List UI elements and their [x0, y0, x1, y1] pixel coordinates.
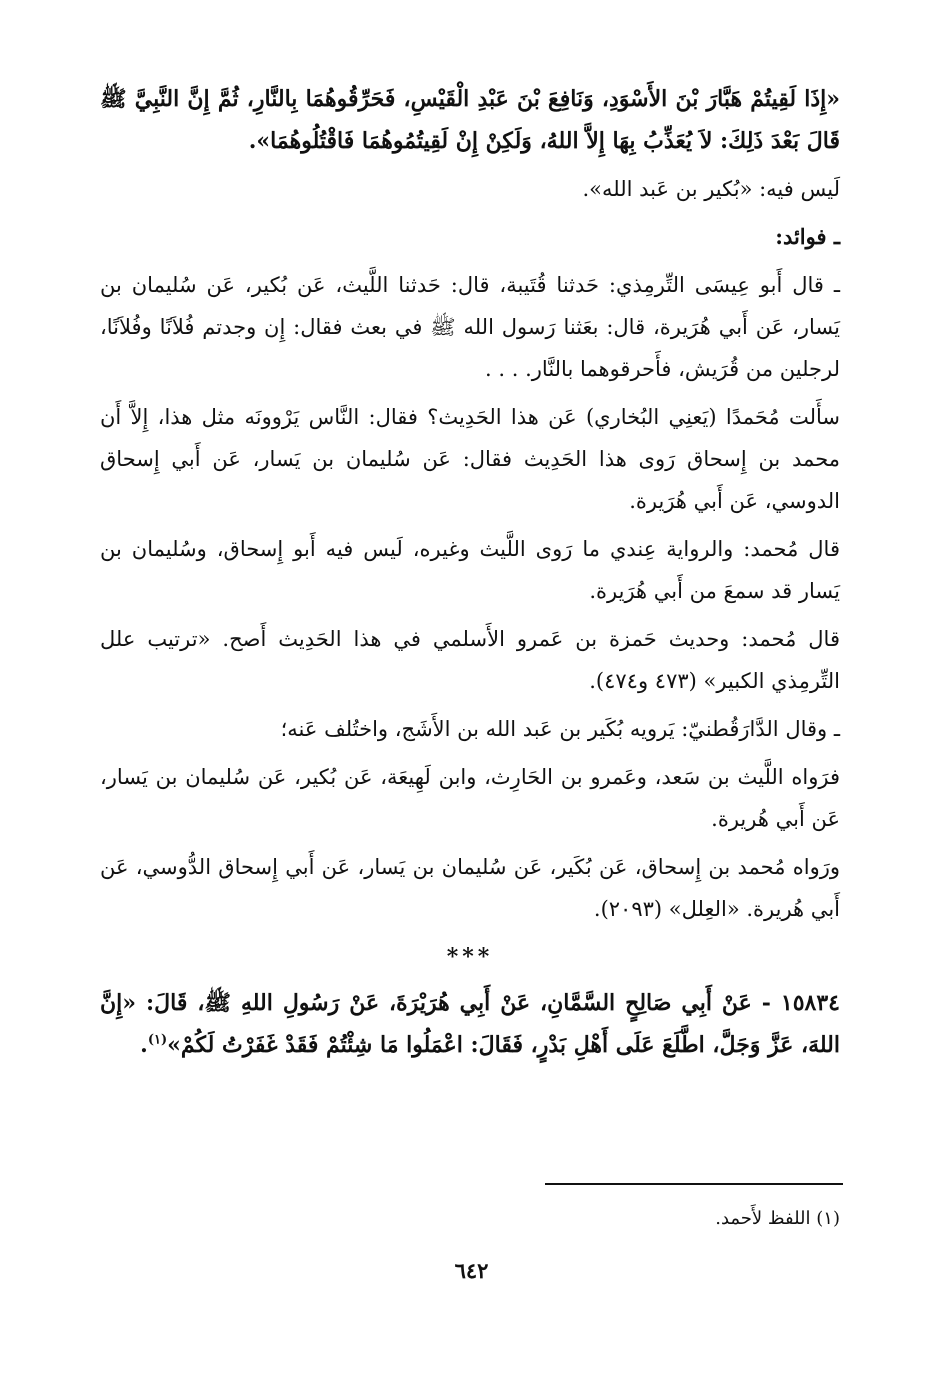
benefits-heading: ـ فوائد:	[775, 224, 840, 249]
bukhari-question-paragraph: سأَلت مُحَمدًا (يَعنِي البُخاري) عَن هذا الحَدِيث؟ فقال: النَّاس يَرْوونَه مثل هذا، إِلاَّ أَن محمد بن إِسحاق رَوى هذا الحَدِيث فقال: عَن سُليمان بن يَسار، عَن أَبي إِسحاق الدوسي، عَن أَبي هُرَيرة.	[100, 405, 840, 513]
hadith-dash: -	[751, 990, 771, 1016]
tirmidhi-paragraph: ـ قال أَبو عِيسَى التِّرمِذي: حَدثنا قُتَيبة، قال: حَدثنا اللَّيث، عَن بُكير، عَن سُليمان بن يَسار، عَن أَبي هُرَيرة، قال: بعَثنا رَسول الله ﷺ في بعث فقال: إِن وجدتم فُلاَنًا وفُلاَنًا، لرجلين من قُرَيش، فأَحرقوهما بالنَّار. . . .	[100, 273, 840, 381]
footnote: (١) اللفظ لأَحمد.	[715, 1208, 840, 1229]
page-body	[100, 78, 840, 1072]
footnote-marker: (١)	[147, 1032, 168, 1048]
layth-narration-paragraph: فرَواه اللَّيث بن سَعد، وعَمرو بن الحَارِث، وابن لَهِيعَة، عَن بُكير، عَن سُليمان بن يَسار، عَن أَبي هُريرة.	[100, 765, 840, 831]
daraqutni-paragraph: ـ وقال الدَّارَقُطنيّ: يَرويه بُكَير بن عَبد الله بن الأَشَج، واختُلف عَنه؛	[280, 717, 840, 741]
section-separator: ***	[446, 944, 494, 970]
muhammad-opinion-paragraph: قال مُحمد: والرواية عِندي ما رَوى اللَّيث وغيره، لَيس فيه أَبو إِسحاق، وسُليمان بن يَسار قد سمعَ من أَبي هُرَيرة.	[100, 537, 840, 603]
page-number: ٦٤٢	[454, 1258, 489, 1283]
hamza-hadith-paragraph: قال مُحمد: وحديث حَمزة بن عَمرو الأَسلمي في هذا الحَدِيث أَصح. «ترتيب علل التِّرمِذي الكبير» (٤٧٣ و٤٧٤).	[100, 627, 840, 693]
hadith-quote-paragraph: «إِذَا لَقِيتُمْ هَبَّارَ بْنَ الأَسْوَدِ، وَنَافِعَ بْنَ عَبْدِ الْقَيْسِ، فَحَرِّقُوهُمَا بِالنَّارِ، ثُمَّ إِنَّ النَّبِيَّ ﷺ قَالَ بَعْدَ ذَلِكَ: لاَ يُعَذِّبُ بِهَا إِلاَّ اللهُ، وَلَكِنْ إِنْ لَقِيتُمُوهُمَا فَاقْتُلُوهُمَا».	[100, 86, 840, 154]
footnote-divider	[545, 1183, 843, 1185]
note-paragraph: لَيس فيه: «بُكير بن عَبد الله».	[582, 177, 840, 201]
hadith-end: .	[140, 1032, 148, 1058]
hadith-isnad: عَنْ أَبِي صَالِحٍ السَّمَّانِ، عَنْ أَبِي هُرَيْرَةَ، عَنْ رَسُولِ اللهِ ﷺ، قَالَ:	[146, 990, 752, 1016]
ishaq-narration-paragraph: ورَواه مُحمد بن إِسحاق، عَن بُكَير، عَن سُليمان بن يَسار، عَن أَبي إِسحاق الدُّوسي، عَن أَبي هُريرة. «العِلل» (٢٠٩٣).	[100, 855, 840, 921]
hadith-entry	[100, 982, 840, 1066]
hadith-matn: «إِنَّ اللهَ، عَزَّ وَجَلَّ، اطَّلَعَ عَلَى أَهْلِ بَدْرٍ، فَقَالَ: اعْمَلُوا مَا شِئْتُمْ فَقَدْ غَفَرْتُ لَكُمْ»	[100, 990, 840, 1058]
hadith-number: ١٥٨٣٤	[780, 990, 840, 1016]
